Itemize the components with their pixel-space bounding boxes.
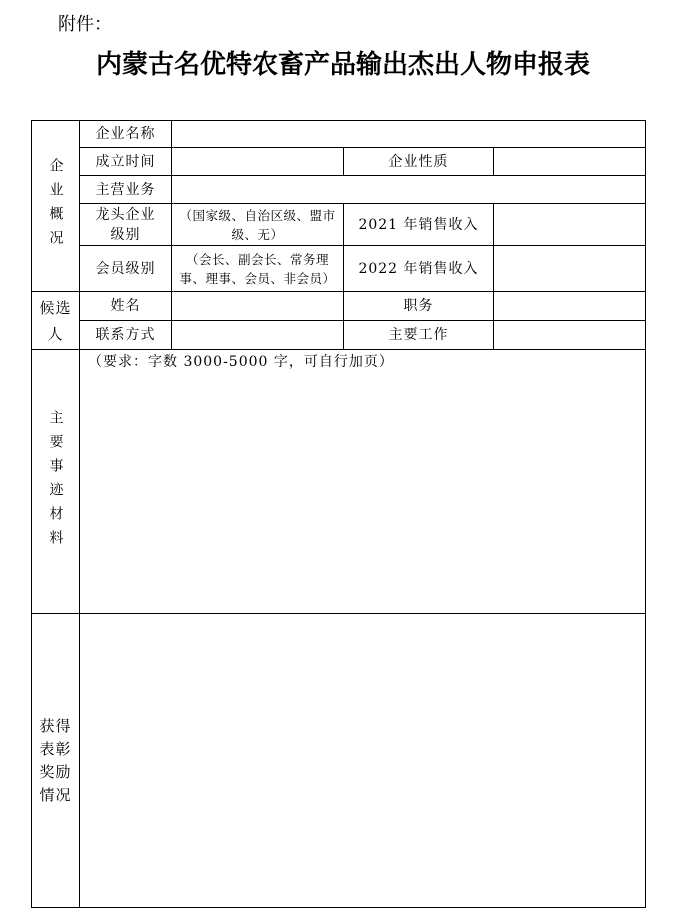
position-field[interactable] xyxy=(493,291,646,321)
section-deeds-label: 主要事迹材料 xyxy=(47,409,64,554)
contact-field[interactable] xyxy=(171,320,344,350)
label-nature: 企业性质 xyxy=(343,147,494,176)
page-title: 内蒙古名优特农畜产品输出杰出人物申报表 xyxy=(95,50,590,80)
label-sales-2021: 2021 年销售收入 xyxy=(343,203,494,246)
name-field[interactable] xyxy=(171,291,344,321)
section-enterprise-label: 企业概况 xyxy=(47,158,64,254)
section-enterprise xyxy=(31,120,80,292)
leader-level-hint[interactable]: （国家级、自治区级、盟市级、无） xyxy=(171,203,344,246)
label-contact: 联系方式 xyxy=(79,320,172,350)
main-business-field[interactable] xyxy=(171,175,646,204)
label-name: 姓名 xyxy=(79,291,172,321)
label-leader-level: 龙头企业级别 xyxy=(79,203,172,246)
member-level-hint[interactable]: （会长、副会长、常务理事、理事、会员、非会员） xyxy=(171,245,344,292)
attachment-label: 附件： xyxy=(58,14,112,35)
founded-field[interactable] xyxy=(171,147,344,176)
main-work-field[interactable] xyxy=(493,320,646,350)
label-position: 职务 xyxy=(343,291,494,321)
sales-2022-field[interactable] xyxy=(493,245,646,292)
deeds-field[interactable] xyxy=(79,349,646,614)
section-awards-label: 获得表彰奖励情况 xyxy=(39,716,72,804)
company-name-field[interactable] xyxy=(171,120,646,148)
label-main-work: 主要工作 xyxy=(343,320,494,350)
awards-field[interactable] xyxy=(79,613,646,908)
label-founded: 成立时间 xyxy=(79,147,172,176)
section-candidate-label: 候选人 xyxy=(39,298,72,343)
section-awards xyxy=(31,613,80,908)
section-candidate xyxy=(31,291,80,350)
deeds-hint: （要求：字数 3000-5000 字，可自行加页） xyxy=(88,354,394,370)
nature-field[interactable] xyxy=(493,147,646,176)
label-main-business: 主营业务 xyxy=(79,175,172,204)
label-sales-2022: 2022 年销售收入 xyxy=(343,245,494,292)
section-deeds xyxy=(31,349,80,614)
sales-2021-field[interactable] xyxy=(493,203,646,246)
label-member-level: 会员级别 xyxy=(79,245,172,292)
label-company-name: 企业名称 xyxy=(79,120,172,148)
